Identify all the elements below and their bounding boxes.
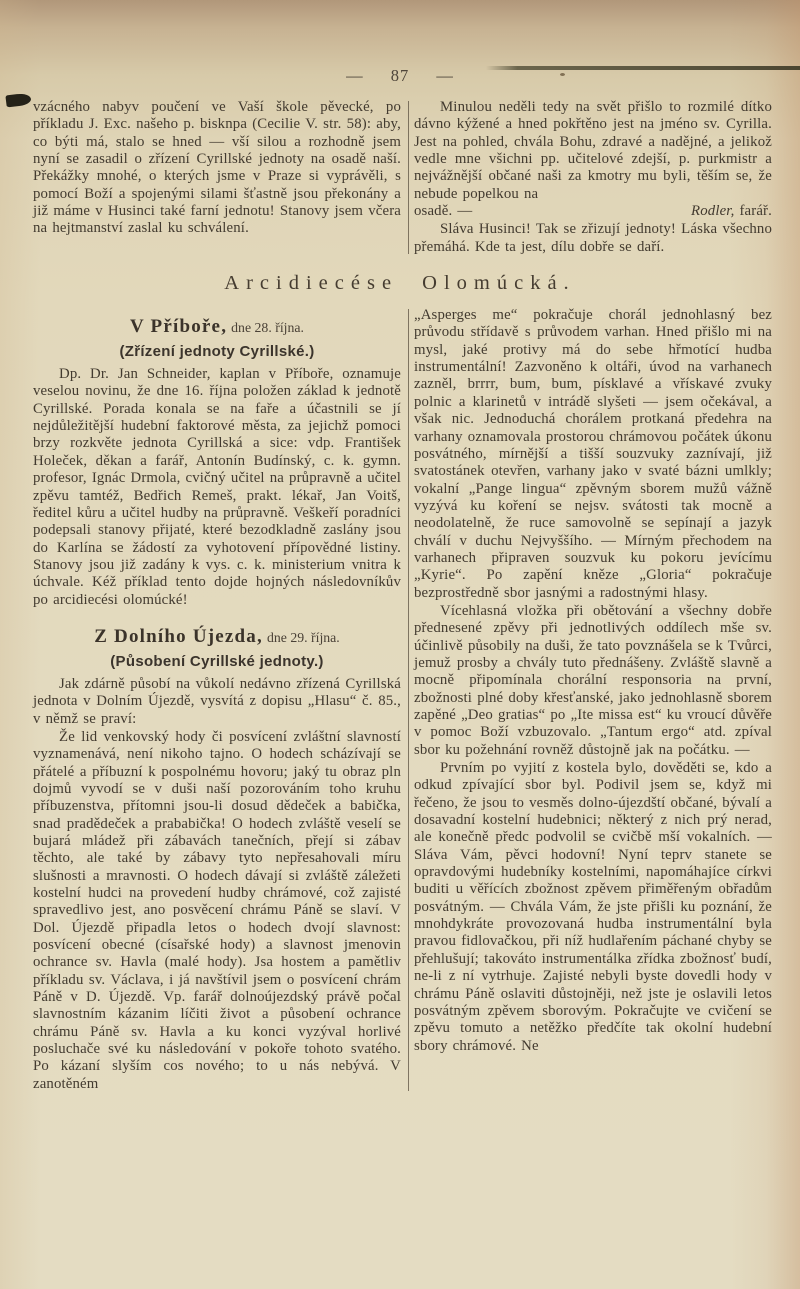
article-place: V Příboře, — [130, 316, 228, 338]
report-paragraph: „Asperges me“ pokračuje chorál jednohlasný bez průvodu střídavě s průvodem varhan. Hned přišlo mi na mysl, jaké protivy má do sebe hřmotící hudba instrumentální! Zazvoněno k oltáři, úvod na varhanech zazněl, brrrr, bum, bum, písklavé a vřískavé zvuky polnic a klarinetů v intrádě slyšeti — jsem očekával, a však nic. Jednoduchá chorálem protkaná předehra na varhany oznamovala prostorou chrámovou počátek úkonu posvátného, mírnější a tišší souzvuky zaznívají, již svatostánek otevřen, varhany jako v svaté bázni umlkly; vokalní „Pange lingua“ zpěvným sborem mužů vážně vyzývá ku koření se nejsv. svátosti tak mocně a neodolatelně, že ruce samovolně se sepínají a jazyk chválí v duchu Nejvyššího. — Mírným přechodem na varhanech připraven souzvuk ku pokoru jevícímu „Kyrie“. Po zapění kněze „Gloria“ pokračuje bezprostředně sbor jasnými a radostnými hlasy. — [414, 307, 772, 601]
continued-paragraph: vzácného nabyv poučení ve Vaší škole pěvecké, po příkladu J. Exc. našeho p. bisknpa (Cecilie V. str. 58): aby, co býti má, stalo se hned — vší silou a rozhodně jsem nyní se zasadil o zřízení Cyrillské jednoty na osadě naší. Překážky mnohé, o kterých jsme v Praze si vyprávěli, s pomocí Boží a spojenými silami šťastně jsou překonány a již máme v Husinci také farní jednotu! Stanovy jsem včera na hejtmanství zaslal ku schválení. — [33, 99, 401, 237]
right-column-bottom — [414, 307, 772, 1093]
comment-paragraph: Sláva Husinci! Tak se zřizují jednoty! Láska všechno přemáhá. Kde ta jest, dílu dobře se daří. — [414, 221, 772, 255]
signature-title: farář. — [734, 203, 772, 220]
pribor-article-subtitle: (Zřízení jednoty Cyrillské.) — [119, 343, 315, 361]
ink-blot-artifact — [5, 93, 31, 108]
article-place: Z Dolního Újezda, — [94, 625, 263, 647]
paragraph-end: osadě. — — [414, 203, 473, 220]
signature-line — [414, 203, 772, 220]
article-date: dne 28. října. — [231, 320, 304, 336]
left-column-top — [33, 99, 401, 256]
paper-speck — [560, 73, 565, 76]
signature-name: Rodler, — [691, 203, 735, 220]
column-divider — [408, 101, 409, 254]
report-paragraph: Vícehlasná vložka při obětování a všechny dobře přednesené zpěvy při jednotlivých oddílech mše sv. účinlivě působily na duši, že tato povznášela se k Tvůrci, jemuž prosby a chvály tuto přednášeny. Zvláště slavně a mocně připomínala chorální responsoria na první, zbožnosti plné doby křesťanské, jako jednohlasně sborem zapěné „Deo gratias“ po „Ite missa est“ ku vroucí důvěře v pomoc Boží vzbuzovalo. „Tantum ergo“ atd. zpíval sbor ku požehnání rovněž důstojně jak na počátku. — — [414, 602, 772, 758]
pribor-article-paragraph: Dp. Dr. Jan Schneider, kaplan v Příboře, oznamuje veselou novinu, že dne 16. října položen základ k jednotě Cyrillské. Porada konala se na faře a účastnili se jí nejdůležitější hudební faktorové města, za jejichž pomoci brzy rozkvěte jednota Cyrillská a sice: vdp. František Holeček, děkan a farář, Antonín Budínský, c. k. gymn. profesor, Ignác Drmola, cvičný učitel na průpravně a učitel zpěvu tamtéž, Bedřich Remeš, prakt. lékař, Jan Voitš, ředitel kůru a učitel hudby na průpravně. Veškeří poradníci podepsali stanovy přijaté, které bezodkladně zaslány jsou do Karlína se žádostí za vyhotovení přípovědné listiny. Stanovy jsou již zadány k vys. c. k. ministerium vnitra k úchvale. Kéž příklad tento dojde hojných následovníkův po arcidiecési olomúcké! — [33, 366, 401, 608]
scanned-page — [0, 66, 800, 1093]
bottom-text-block — [33, 307, 772, 1093]
ujezd-article-subtitle: (Působení Cyrillské jednoty.) — [110, 652, 324, 670]
scan-edge-artifact — [486, 66, 800, 70]
report-paragraph: Prvním po vyjití z kostela bylo, dověděti se, kdo a odkud zpívající sbor byl. Podivil jsem se, když mi řečeno, že jsou to vesměs dolno-újezdští občané, bývalí a dosavadní kostelní hudebnici; některý z nich prý nerad, ale konečně předc podvolil se cvičbě mší vokalních. — Sláva Vám, pěvci hodovní! Nyní teprv stanete se opravdovými hudebníky kostelními, napomáhajíce církvi buditi u věřících zbožnost zpěvem přiměřeným obřadům posvátným. — Chvála Vám, že jste přišli ku poznání, že mnohdykráte provozovaná hudba instrumentální byla pravou fidlovačkou, při níž hudlařením páchané chyby se přehlušují; takováto instrumentálka zřídka zbožnosť budí, ne-li z ní vytrhuje. Zajisté nebyli byste dovedli hody v chrámu Páně oslaviti důstojněji, než jste je oslavili letos posvátným zpěvem sborovým. Pokračujte ve cvičení se zpěvu tomuto a netěžko předčíte tak okolní hudební sbory chrámové. Ne — [414, 760, 772, 1054]
page-number: — 87 — — [346, 66, 454, 85]
letter-paragraph: Minulou neděli tedy na svět přišlo to rozmilé dítko dávno kýžené a hned pokřtěno jest na jméno sv. Cyrilla. Jest na pohled, chvála Bohu, zdravé a nadějné, a jelikož vedle mne všichni pp. učitelové zdejší, p. purkmistr a nejvážnější občané naši za kmotry mu byli, těším se, že nebude popelkou na — [414, 99, 772, 202]
top-text-block — [33, 99, 772, 256]
ujezd-article-paragraph: Že lid venkovský hody či posvícení zvláštní slavností vyznamenává, není nikoho tajno. O hodech scházívají se přátelé a příbuzní k pospolnému hovoru; jaký tu obraz pln dojmů vyvodí se v duši naší pozorováním toho kruhu příbuzenstva, přítomni jsou-li dosud dědeček a babička, snad pradědeček a prababička! O hodech zvláště veselí se bujará mládež při zábavách tanečních, přejí si zábav těchto, ale také by zábavy tyto nepřesahovali míru slušnosti a mravnosti. O hodech dávají si zvláště záležeti kostelní hudci na provedení hudby chrámové, což zajisté spravedlivo jest, ano posvěcení chrámu Páně se slaví. V Dol. Újezdě připadla letos o hodech dvojí slavnost: posvícení obecné (císařské hody) a slavnost jmenovin ochrance sv. Havla (malé hody). Jsa hostem a pamětliv příkladu sv. Václava, i já navštívil jsem o posvícení chrám Páně v D. Újezdě. Vp. farář dolnoújezdský právě počal slavnostním kázanim líčiti život a působení ochrance chrámu Páně sv. Havla a ku konci vyzýval horlivé posluchače své ku následování v pokoře tohoto svatého. Po kázaní slyším cos nového; to u nás nebývá. V zanotěném — [33, 728, 401, 1092]
pribor-article-heading — [33, 315, 401, 340]
column-divider — [408, 309, 409, 1091]
article-date: dne 29. října. — [266, 629, 340, 645]
signature — [691, 203, 772, 220]
right-column-top — [414, 99, 772, 256]
section-title: Arcidiecése Olomúcká. — [224, 272, 576, 295]
left-column-bottom — [33, 307, 401, 1093]
ujezd-article-heading — [33, 625, 401, 650]
ujezd-article-paragraph: Jak zdárně působí na vůkolí nedávno zřízená Cyrillská jednota v Dolním Újezdě, vysvítá z dopisu „Hlasu“ č. 85., v němž se praví: — [33, 675, 401, 727]
